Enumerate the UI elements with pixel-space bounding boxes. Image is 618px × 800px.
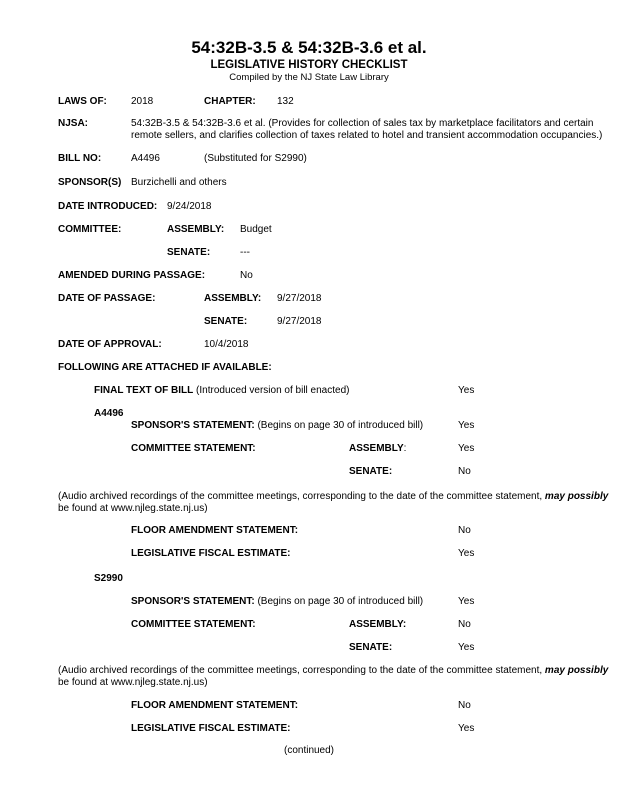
a4496-floor-label: FLOOR AMENDMENT STATEMENT: [131, 525, 299, 536]
amended-label: AMENDED DURING PASSAGE: [58, 270, 206, 281]
a4496-fiscal-value: Yes [458, 548, 475, 559]
committee-senate-value: --- [240, 247, 250, 258]
s2990-sponsor-value: Yes [458, 596, 475, 607]
s2990-fiscal-label: LEGISLATIVE FISCAL ESTIMATE: [131, 723, 291, 734]
a4496-sponsor-value: Yes [458, 420, 475, 431]
a4496-fiscal-label: LEGISLATIVE FISCAL ESTIMATE: [131, 548, 291, 559]
laws-of-value: 2018 [131, 96, 154, 107]
a4496-assembly-label: ASSEMBLY [349, 443, 404, 454]
a4496-senate-label: SENATE: [349, 466, 393, 477]
s2990-sponsor-label: SPONSOR'S STATEMENT: [131, 596, 255, 607]
s2990-sponsor-note: (Begins on page 30 of introduced bill) [257, 596, 424, 607]
sponsors-label: SPONSOR(S) [58, 177, 122, 188]
committee-senate-label: SENATE: [167, 247, 211, 258]
passage-assembly-label: ASSEMBLY: [204, 293, 262, 304]
a4496-audio-text: (Audio archived recordings of the committee meetings, corresponding to the date of the committee statement, [58, 491, 543, 502]
njsa-label: NJSA: [58, 118, 89, 129]
committee-assembly-value: Budget [240, 224, 272, 235]
a4496-sponsor-note: (Begins on page 30 of introduced bill) [257, 420, 424, 431]
compiled-by: Compiled by the NJ State Law Library [229, 72, 389, 83]
s2990-audio-line-1 [58, 665, 608, 677]
s2990-audio-emphasis: may possibly [544, 665, 609, 676]
a4496-heading: A4496 [94, 408, 124, 419]
a4496-assembly-row [349, 443, 406, 455]
a4496-committee-label: COMMITTEE STATEMENT: [131, 443, 256, 454]
s2990-committee-label: COMMITTEE STATEMENT: [131, 619, 256, 630]
date-introduced-value: 9/24/2018 [167, 201, 212, 212]
page-subtitle: LEGISLATIVE HISTORY CHECKLIST [210, 59, 408, 71]
njsa-line-1: 54:32B-3.5 & 54:32B-3.6 et al. (Provides for collection of sales tax by marketplace facilitators and certain [131, 118, 594, 129]
s2990-assembly-label: ASSEMBLY: [349, 619, 407, 630]
a4496-audio-emphasis: may possibly [544, 491, 609, 502]
chapter-value: 132 [277, 96, 294, 107]
s2990-senate-label: SENATE: [349, 642, 393, 653]
committee-label: COMMITTEE: [58, 224, 122, 235]
a4496-floor-value: No [458, 525, 471, 536]
attached-heading: FOLLOWING ARE ATTACHED IF AVAILABLE: [58, 362, 272, 373]
approval-value: 10/4/2018 [204, 339, 249, 350]
approval-label: DATE OF APPROVAL: [58, 339, 162, 350]
s2990-assembly-value: No [458, 619, 471, 630]
a4496-audio-line-2: be found at www.njleg.state.nj.us) [58, 503, 208, 514]
passage-assembly-value: 9/27/2018 [277, 293, 322, 304]
a4496-sponsor-label: SPONSOR'S STATEMENT: [131, 420, 255, 431]
passage-label: DATE OF PASSAGE: [58, 293, 156, 304]
final-text-row [94, 385, 349, 397]
page-title: 54:32B-3.5 & 54:32B-3.6 et al. [191, 38, 427, 57]
bill-no-label: BILL NO: [58, 153, 102, 164]
passage-senate-value: 9/27/2018 [277, 316, 322, 327]
committee-assembly-label: ASSEMBLY: [167, 224, 225, 235]
a4496-sponsor-row [131, 420, 423, 432]
njsa-line-2: remote sellers, and clarifies collection of taxes related to hotel and transient accommodation occupancies.) [131, 130, 603, 141]
sponsors-value: Burzichelli and others [131, 177, 227, 188]
s2990-senate-value: Yes [458, 642, 475, 653]
final-text-note: (Introduced version of bill enacted) [196, 385, 350, 396]
a4496-assembly-colon: : [403, 443, 407, 454]
s2990-floor-label: FLOOR AMENDMENT STATEMENT: [131, 700, 299, 711]
laws-of-label: LAWS OF: [58, 96, 107, 107]
final-text-value: Yes [458, 385, 475, 396]
a4496-assembly-value: Yes [458, 443, 475, 454]
bill-no-substitution: (Substituted for S2990) [204, 153, 307, 164]
s2990-audio-line-2: be found at www.njleg.state.nj.us) [58, 677, 208, 688]
s2990-fiscal-value: Yes [458, 723, 475, 734]
passage-senate-label: SENATE: [204, 316, 248, 327]
date-introduced-label: DATE INTRODUCED: [58, 201, 158, 212]
a4496-audio-line-1 [58, 491, 608, 503]
s2990-floor-value: No [458, 700, 471, 711]
continued-note: (continued) [283, 745, 335, 756]
a4496-senate-value: No [458, 466, 471, 477]
s2990-sponsor-row [131, 596, 423, 608]
chapter-label: CHAPTER: [204, 96, 256, 107]
s2990-heading: S2990 [94, 573, 123, 584]
s2990-audio-text: (Audio archived recordings of the committee meetings, corresponding to the date of the committee statement, [58, 665, 543, 676]
final-text-label: FINAL TEXT OF BILL [94, 385, 194, 396]
amended-value: No [240, 270, 253, 281]
bill-no-value: A4496 [131, 153, 160, 164]
